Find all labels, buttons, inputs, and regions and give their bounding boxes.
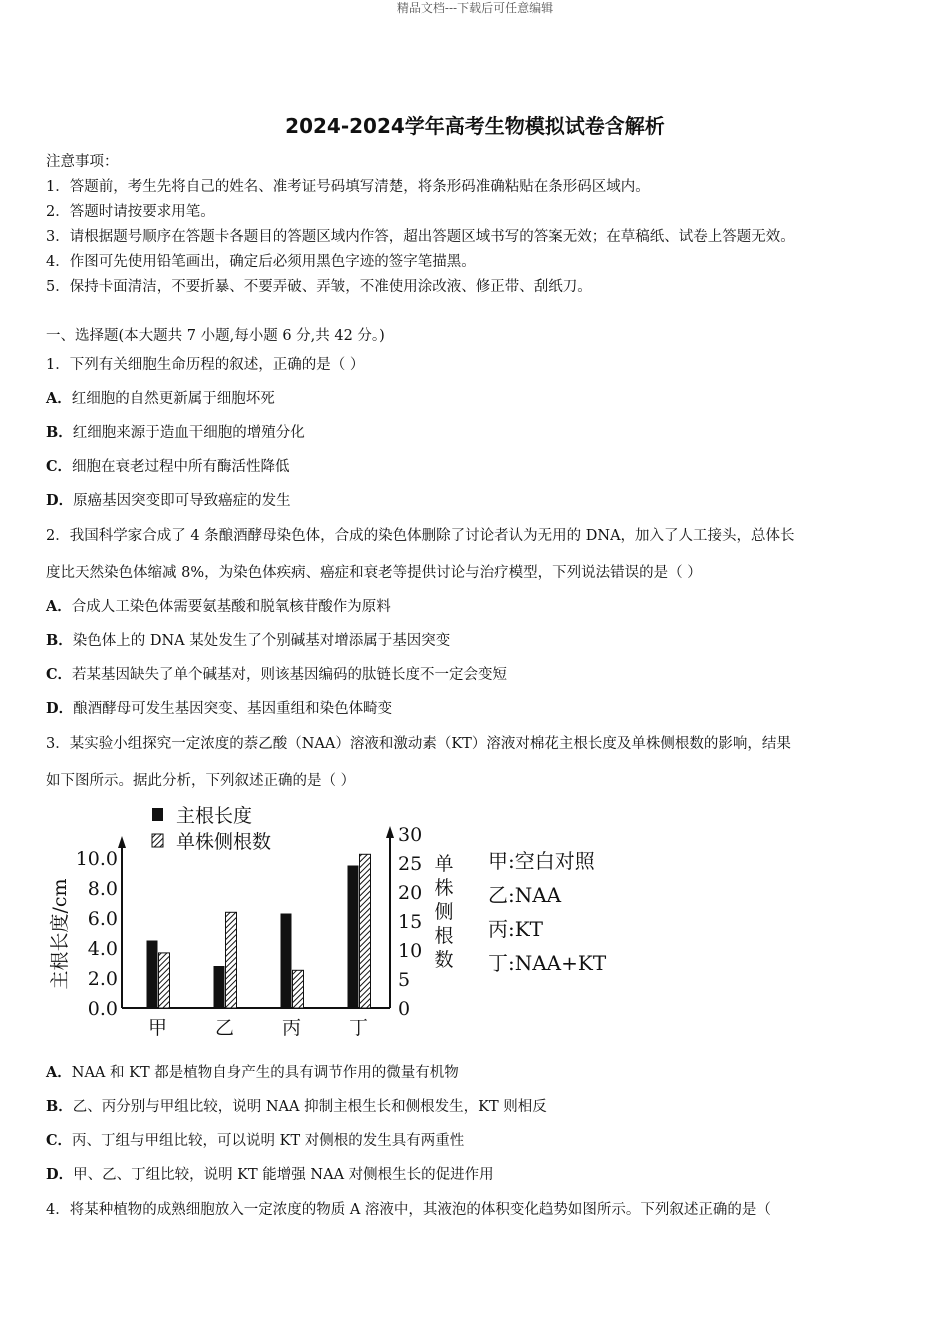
option-letter: D． — [46, 1166, 74, 1183]
option-text: 红细胞来源于造血干细胞的增殖分化 — [72, 425, 305, 441]
group-key-label: 丁:NAA+KT — [488, 951, 607, 975]
option-letter: B． — [46, 1098, 73, 1115]
option-text: 若某基因缺失了单个碱基对，则该基因编码的肽链长度不一定会变短 — [72, 667, 508, 683]
notice-item: 2．答题时请按要求用笔。 — [46, 204, 215, 220]
right-tick-label: 15 — [398, 911, 423, 933]
bar-main-root-length — [348, 866, 359, 1009]
left-tick-label: 0.0 — [87, 998, 118, 1020]
option-text: 合成人工染色体需要氨基酸和脱氧核苷酸作为原料 — [71, 599, 391, 615]
group-key-label: 丙:KT — [488, 917, 544, 941]
question-3-option-c — [46, 1131, 464, 1151]
section-heading: 一、选择题(本大题共 7 小题,每小题 6 分,共 42 分。) — [46, 328, 385, 344]
option-text: 甲、乙、丁组比较，说明 KT 能增强 NAA 对侧根生长的促进作用 — [73, 1167, 494, 1183]
bar-lateral-root-count — [159, 953, 170, 1008]
category-label: 乙 — [214, 1017, 235, 1039]
option-text: 酿酒酵母可发生基因突变、基因重组和染色体畸变 — [73, 701, 393, 717]
option-letter: A． — [46, 390, 72, 407]
question-2-option-c — [46, 665, 507, 685]
header-note: 精品文档---下载后可任意编辑 — [396, 1, 554, 15]
option-letter: D． — [46, 700, 74, 717]
option-letter: A． — [46, 1064, 72, 1081]
left-tick-label: 6.0 — [87, 908, 118, 930]
right-axis-arrow — [386, 826, 394, 838]
legend-swatch-hatched — [152, 834, 163, 847]
option-text: 染色体上的 DNA 某处发生了个别碱基对增添属于基因突变 — [72, 633, 451, 649]
notice-item: 3．请根据题号顺序在答题卡各题目的答题区域内作答，超出答题区域书写的答案无效；在草稿纸、试卷上答题无效。 — [46, 229, 795, 245]
option-letter: A． — [46, 598, 72, 615]
question-1-option-a — [46, 389, 275, 409]
right-tick-label: 25 — [398, 853, 423, 875]
right-tick-label: 10 — [398, 940, 423, 962]
category-label: 甲 — [147, 1017, 168, 1039]
legend-swatch-solid — [152, 808, 163, 821]
question-2-option-b — [46, 631, 450, 651]
left-tick-label: 8.0 — [87, 878, 118, 900]
option-text: NAA 和 KT 都是植物自身产生的具有调节作用的微量有机物 — [71, 1065, 459, 1081]
document-title: 2024-2024学年高考生物模拟试卷含解析 — [285, 114, 665, 138]
question-2-option-d — [46, 699, 392, 719]
notice-item: 1．答题前，考生先将自己的姓名、准考证号码填写清楚，将条形码准确粘贴在条形码区域内。 — [46, 179, 650, 195]
question-1-stem: 1．下列有关细胞生命历程的叙述，正确的是（ ） — [46, 357, 365, 373]
option-letter: C． — [46, 458, 73, 475]
question-1-option-b — [46, 423, 305, 443]
question-3-option-a — [46, 1063, 459, 1083]
legend-label: 单株侧根数 — [176, 831, 272, 853]
left-axis-label: 主根长度/cm — [49, 878, 71, 990]
question-1-option-c — [46, 457, 290, 477]
question-2-stem: 2．我国科学家合成了 4 条酿酒酵母染色体，合成的染色体删除了讨论者认为无用的 DNA，加入了人工接头，总体长 — [46, 528, 795, 544]
option-letter: C． — [46, 1132, 73, 1149]
right-tick-label: 5 — [398, 969, 411, 991]
right-axis-label: 单株侧根数 — [434, 853, 454, 971]
root-length-chart — [46, 796, 646, 1046]
option-text: 原癌基因突变即可导致癌症的发生 — [73, 493, 291, 509]
option-letter: B． — [46, 424, 73, 441]
category-label: 丙 — [281, 1017, 302, 1039]
right-tick-label: 30 — [398, 824, 423, 846]
group-key-label: 甲:空白对照 — [488, 849, 595, 873]
option-text: 细胞在衰老过程中所有酶活性降低 — [72, 459, 290, 475]
question-3-option-d — [46, 1165, 494, 1185]
left-tick-label: 4.0 — [87, 938, 118, 960]
category-label: 丁 — [348, 1017, 369, 1039]
bar-main-root-length — [281, 914, 292, 1009]
question-2-option-a — [46, 597, 391, 617]
bar-main-root-length — [214, 966, 225, 1008]
legend-label: 主根长度 — [176, 805, 253, 827]
option-letter: B． — [46, 632, 73, 649]
question-4-stem: 4．将某种植物的成熟细胞放入一定浓度的物质 A 溶液中，其液泡的体积变化趋势如图所示。下列叙述正确的是（ — [46, 1202, 771, 1218]
question-2-stem: 度比天然染色体缩减 8%，为染色体疾病、癌症和衰老等提供讨论与治疗模型，下列说法错误的是（ ） — [46, 565, 702, 581]
option-text: 丙、丁组与甲组比较，可以说明 KT 对侧根的发生具有两重性 — [72, 1133, 465, 1149]
notice-heading: 注意事项： — [46, 154, 119, 170]
notice-item: 4．作图可先使用铅笔画出，确定后必须用黑色字迹的签字笔描黑。 — [46, 254, 476, 270]
notice-item: 5．保持卡面清洁，不要折暴、不要弄破、弄皱，不准使用涂改液、修正带、刮纸刀。 — [46, 279, 592, 295]
bar-main-root-length — [147, 941, 158, 1009]
left-axis-arrow — [118, 836, 126, 848]
question-3-stem: 3．某实验小组探究一定浓度的萘乙酸（NAA）溶液和激动素（KT）溶液对棉花主根长度及单株侧根数的影响，结果 — [46, 736, 791, 752]
right-tick-label: 20 — [398, 882, 423, 904]
left-tick-label: 10.0 — [75, 848, 118, 870]
bar-lateral-root-count — [226, 912, 237, 1008]
option-letter: D． — [46, 492, 74, 509]
option-text: 红细胞的自然更新属于细胞坏死 — [71, 391, 275, 407]
right-tick-label: 0 — [398, 998, 411, 1020]
question-3-stem: 如下图所示。据此分析，下列叙述正确的是（ ） — [46, 773, 356, 789]
bar-lateral-root-count — [293, 970, 304, 1008]
chart-svg — [46, 796, 646, 1046]
left-tick-label: 2.0 — [87, 968, 118, 990]
option-text: 乙、丙分别与甲组比较，说明 NAA 抑制主根生长和侧根发生，KT 则相反 — [72, 1099, 547, 1115]
group-key-label: 乙:NAA — [488, 883, 562, 907]
question-3-option-b — [46, 1097, 547, 1117]
bar-lateral-root-count — [360, 854, 371, 1008]
option-letter: C． — [46, 666, 73, 683]
question-1-option-d — [46, 491, 291, 511]
